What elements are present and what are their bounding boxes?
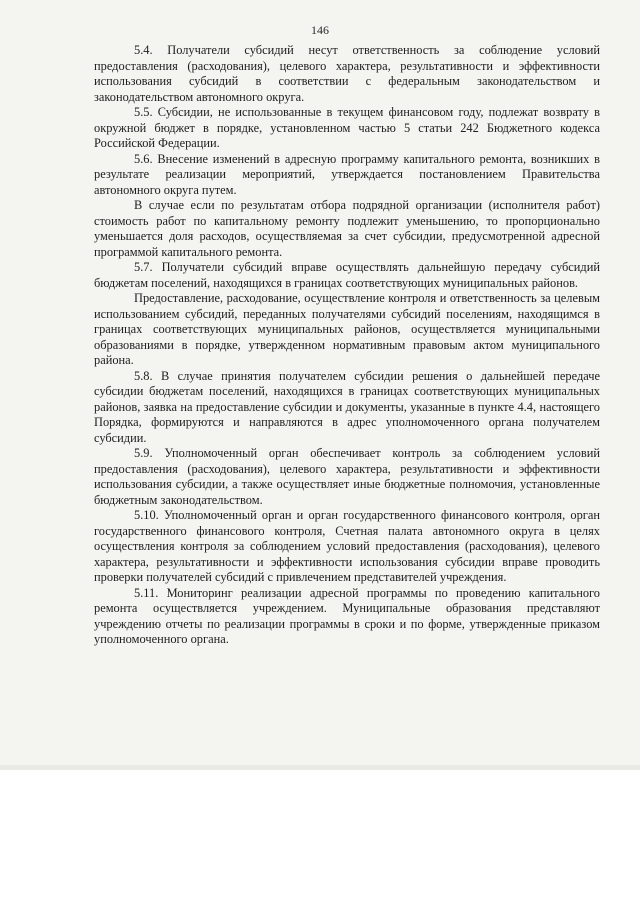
paragraph-5-10: 5.10. Уполномоченный орган и орган государственного финансового контроля, орган государственного финансового контроля, Счетная палата автономного округа в целях осуществления контроля за соблюдением условий предоставления (расходования), целевого характера, результативности и эффективности использования субсидии вправе проводить проверки получателей субсидий с привлечением представителей учреждения.: [94, 508, 600, 584]
page-number: 146: [311, 23, 329, 37]
paragraph-5-11: 5.11. Мониторинг реализации адресной программы по проведению капитального ремонта осуществляется учреждением. Муниципальные образования представляют учреждению отчеты по реализации программы в сроки и по форме, утвержденные приказом уполномоченного органа.: [94, 585, 600, 646]
paragraph-5-6-cont: В случае если по результатам отбора подрядной организации (исполнителя работ) стоимость работ по капитальному ремонту подлежит уменьшению, то пропорционально уменьшается доля расходов, осуществляемая за счет субсидии, предусмотренной адресной программой капитального ремонта.: [94, 198, 600, 259]
document-body: [94, 43, 600, 648]
paragraph-5-4: 5.4. Получатели субсидий несут ответственность за соблюдение условий предоставления (расходования), целевого характера, результативности и эффективности использования субсидий в соответствии с федеральным законодательством и законодательством автономного округа.: [94, 43, 600, 104]
paragraph-5-8: 5.8. В случае принятия получателем субсидии решения о дальнейшей передаче субсидии бюджетам поселений, находящихся в границах соответствующих муниципальных районов, заявка на предоставление субсидии и документы, указанные в пункте 4.4, настоящего Порядка, формируются и направляются в адрес уполномоченного органа получателем субсидии.: [94, 368, 600, 445]
paragraph-5-7-cont: Предоставление, расходование, осуществление контроля и ответственность за целевым использованием субсидий, переданных получателями субсидий поселениям, находящимся в границах соответствующих муниципальных районов, осуществляется муниципальными образованиями в порядке, утвержденном нормативным правовым актом муниципального района.: [94, 291, 600, 367]
paragraph-5-7: 5.7. Получатели субсидий вправе осуществлять дальнейшую передачу субсидий бюджетам поселений, находящихся в границах соответствующих муниципальных районов.: [94, 260, 600, 290]
paragraph-5-9: 5.9. Уполномоченный орган обеспечивает контроль за соблюдением условий предоставления (расходования), целевого характера, результативности и эффективности использования субсидии, а также осуществляет иные бюджетные полномочия, установленные бюджетным законодательством.: [94, 446, 600, 507]
paragraph-5-5: 5.5. Субсидии, не использованные в текущем финансовом году, подлежат возврату в окружной бюджет в порядке, установленном частью 5 статьи 242 Бюджетного кодекса Российской Федерации.: [94, 105, 600, 150]
paragraph-5-6: 5.6. Внесение изменений в адресную программу капитального ремонта, возникших в результате реализации мероприятий, утверждается постановлением Правительства автономного округа путем.: [94, 151, 600, 197]
